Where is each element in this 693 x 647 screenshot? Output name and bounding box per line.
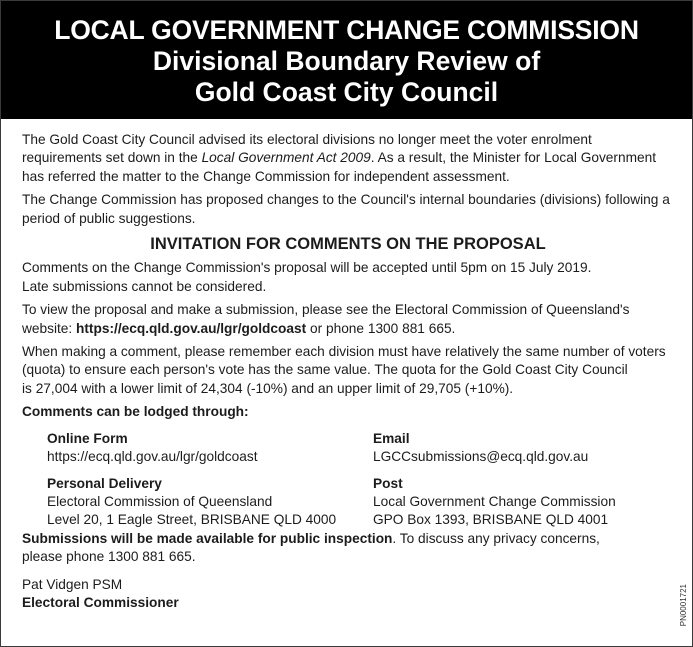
publication-code: PN0001721: [679, 583, 688, 626]
act-name: Local Government Act 2009: [201, 150, 371, 166]
online-form-method: [47, 430, 373, 467]
closing-paragraph: [22, 530, 674, 567]
website-text: To view the proposal and make a submission, please see the Electoral Commission of Queensland's website:: [22, 302, 630, 336]
email-method: [373, 430, 673, 467]
online-form-heading: Online Form: [47, 430, 128, 446]
post-line-1: Local Government Change Commission: [373, 493, 616, 509]
personal-delivery-heading: Personal Delivery: [47, 475, 162, 491]
quota-line-1: When making a comment, please remember each division must have relatively the same number of voters: [22, 344, 666, 360]
deadline-paragraph: [22, 259, 674, 296]
intro-paragraph-2: The Change Commission has proposed changes to the Council's internal boundaries (divisions) following a period of public suggestions.: [22, 192, 670, 226]
privacy-phone-text: please phone 1300 881 665.: [22, 549, 196, 565]
lodge-methods: [22, 430, 674, 530]
online-form-url: https://ecq.qld.gov.au/lgr/goldcoast: [47, 449, 258, 465]
header-line-1: LOCAL GOVERNMENT CHANGE COMMISSION: [54, 14, 639, 45]
notice-body: [1, 119, 692, 612]
notice-header: [1, 1, 692, 119]
phone-text: or phone 1300 881 665.: [306, 320, 456, 336]
public-inspection-text: Submissions will be made available for public inspection: [22, 530, 393, 546]
header-line-3: Gold Coast City Council: [194, 76, 499, 107]
quota-paragraph: [22, 343, 674, 398]
signatory-name: Pat Vidgen PSM: [22, 576, 123, 592]
privacy-text: . To discuss any privacy concerns,: [392, 530, 600, 546]
post-heading: Post: [373, 475, 403, 491]
delivery-line-2: Level 20, 1 Eagle Street, BRISBANE QLD 4000: [47, 512, 337, 528]
email-heading: Email: [373, 430, 410, 446]
post-line-2: GPO Box 1393, BRISBANE QLD 4001: [373, 512, 609, 528]
invitation-title: INVITATION FOR COMMENTS ON THE PROPOSAL: [150, 235, 546, 254]
intro-paragraph-1: [22, 131, 674, 186]
deadline-text: Comments on the Change Commission's proposal will be accepted until 5pm on 15 July 2019.: [22, 260, 592, 276]
signature-block: [22, 576, 674, 613]
intro-text: The Gold Coast City Council advised its electoral divisions no longer meet the voter enrolment requirements set down in the: [22, 132, 592, 166]
quota-line-3: is 27,004 with a lower limit of 24,304 (-10%) and an upper limit of 29,705 (+10%).: [22, 380, 514, 396]
website-paragraph: [22, 301, 674, 338]
post-method: [373, 475, 673, 530]
proposal-url: https://ecq.qld.gov.au/lgr/goldcoast: [76, 320, 307, 336]
signatory-title: Electoral Commissioner: [22, 594, 179, 610]
personal-delivery-method: [47, 475, 373, 530]
email-address: LGCCsubmissions@ecq.qld.gov.au: [373, 449, 589, 465]
intro-text-cont: . As a result, the Minister for Local Government has referred the matter to the Change Commission for independent assessment.: [22, 150, 657, 184]
quota-line-2: (quota) to ensure each person's vote has the same value. The quota for the Gold Coast City Council: [22, 362, 628, 378]
late-submissions-text: Late submissions cannot be considered.: [22, 278, 267, 294]
header-line-2: Divisional Boundary Review of: [152, 45, 541, 76]
lodge-title: Comments can be lodged through:: [22, 404, 249, 420]
delivery-line-1: Electoral Commission of Queensland: [47, 493, 273, 509]
